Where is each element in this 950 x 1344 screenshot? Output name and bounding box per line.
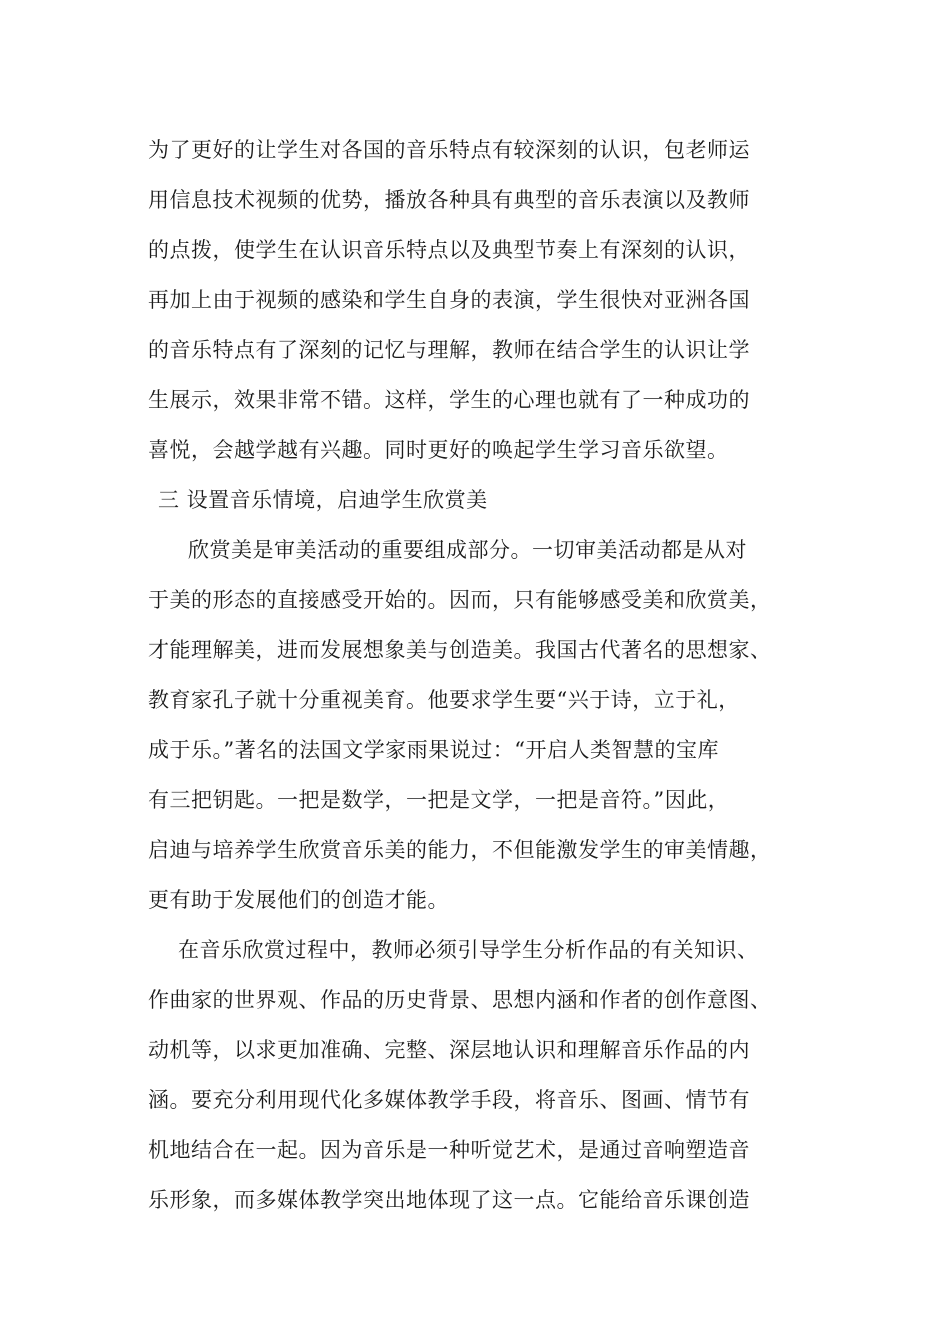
paragraph-2-line-7: 启迪与培养学生欣赏音乐美的能力，不但能激发学生的审美情趣， — [148, 838, 772, 862]
paragraph-1-line-1: 为了更好的让学生对各国的音乐特点有较深刻的认识，包老师运 — [148, 138, 750, 162]
paragraph-1-line-6: 生展示，效果非常不错。这样，学生的心理也就有了一种成功的 — [148, 388, 750, 412]
paragraph-1-line-5: 的音乐特点有了深刻的记忆与理解，教师在结合学生的认识让学 — [148, 338, 750, 362]
paragraph-2-line-5: 成于乐。”著名的法国文学家雨果说过：“开启人类智慧的宝库 — [148, 738, 719, 762]
paragraph-1-line-7: 喜悦，会越学越有兴趣。同时更好的唤起学生学习音乐欲望。 — [148, 438, 729, 462]
paragraph-2-line-8: 更有助于发展他们的创造才能。 — [148, 888, 449, 912]
paragraph-2-line-1: 欣赏美是审美活动的重要组成部分。一切审美活动都是从对 — [188, 538, 747, 562]
paragraph-2-line-3: 才能理解美，进而发展想象美与创造美。我国古代著名的思想家、 — [148, 638, 772, 662]
paragraph-2-line-4: 教育家孔子就十分重视美育。他要求学生要“兴于诗，立于礼， — [148, 688, 740, 712]
paragraph-1-line-4: 再加上由于视频的感染和学生自身的表演，学生很快对亚洲各国 — [148, 288, 750, 312]
paragraph-3-line-6: 乐形象，而多媒体教学突出地体现了这一点。它能给音乐课创造 — [148, 1188, 750, 1212]
paragraph-2-line-2: 于美的形态的直接感受开始的。因而，只有能够感受美和欣赏美， — [148, 588, 772, 612]
section-heading: 三 设置音乐情境，启迪学生欣赏美 — [158, 488, 488, 512]
paragraph-1-line-2: 用信息技术视频的优势，播放各种具有典型的音乐表演以及教师 — [148, 188, 750, 212]
paragraph-3-line-2: 作曲家的世界观、作品的历史背景、思想内涵和作者的创作意图、 — [148, 988, 772, 1012]
paragraph-3-line-3: 动机等，以求更加准确、完整、深层地认识和理解音乐作品的内 — [148, 1038, 750, 1062]
paragraph-3-line-4: 涵。要充分利用现代化多媒体教学手段，将音乐、图画、情节有 — [148, 1088, 750, 1112]
paragraph-1-line-3: 的点拨，使学生在认识音乐特点以及典型节奏上有深刻的认识， — [148, 238, 750, 262]
paragraph-3-line-5: 机地结合在一起。因为音乐是一种听觉艺术，是通过音响塑造音 — [148, 1138, 750, 1162]
paragraph-2-line-6: 有三把钥匙。一把是数学，一把是文学，一把是音符。”因此， — [148, 788, 730, 812]
paragraph-3-line-1: 在音乐欣赏过程中，教师必须引导学生分析作品的有关知识、 — [178, 938, 759, 962]
